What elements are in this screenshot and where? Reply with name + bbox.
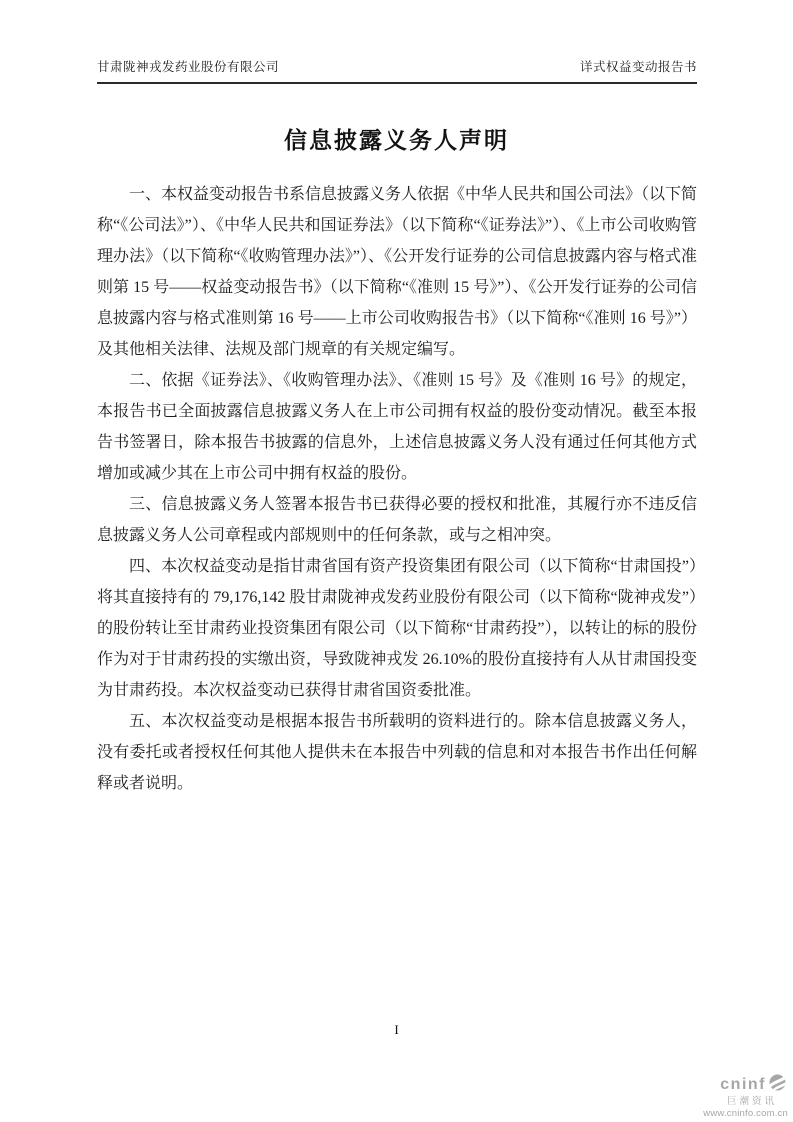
page-header [97, 57, 697, 84]
cninfo-swirl-icon [768, 1074, 787, 1095]
page-title: 信息披露义务人声明 [284, 128, 509, 154]
paragraph-1: 一、本权益变动报告书系信息披露义务人依据《中华人民共和国公司法》（以下简称“《公司法》”）、《中华人民共和国证券法》（以下简称“《证券法》”）、《上市公司收购管理办法》（以下简称“《收购管理办法》”）、《公开发行证券的公司信息披露内容与格式准则第 15 号——权益变动报告书》（以下简称“《准则 15 号》”）、《公开发行证券的公司信息披露内容与格式准则第 16 号——上市公司收购报告书》（以下简称“《准则 16 号》”）及其他相关法律、法规及部门规章的有关规定编写。 [97, 186, 698, 358]
header-company-name: 甘肃陇神戎发药业股份有限公司 [97, 60, 280, 74]
header-report-type: 详式权益变动报告书 [579, 60, 697, 74]
paragraph-3: 三、信息披露义务人签署本报告书已获得必要的授权和批准，其履行亦不违反信息披露义务人公司章程或内部规则中的任何条款，或与之相冲突。 [97, 496, 697, 544]
cninfo-logo [671, 1074, 789, 1118]
paragraph-2: 二、依据《证券法》、《收购管理办法》、《准则 15 号》及《准则 16 号》的规定，本报告书已全面披露信息披露义务人在上市公司拥有权益的股份变动情况。截至本报告书签署日，除本报告书披露的信息外，上述信息披露义务人没有通过任何其他方式增加或减少其在上市公司中拥有权益的股份。 [97, 372, 697, 482]
cninfo-brand-text: cninf [720, 1075, 766, 1093]
paragraph-5: 五、本次权益变动是根据本报告书所载明的资料进行的。除本信息披露义务人，没有委托或者授权任何其他人提供未在本报告中列载的信息和对本报告书作出任何解释或者说明。 [97, 713, 697, 792]
cninfo-brand-row [671, 1074, 789, 1095]
declaration-body [97, 179, 697, 799]
cninfo-url: www.cninfo.com.cn [703, 1107, 788, 1119]
paragraph-4: 四、本次权益变动是指甘肃省国有资产投资集团有限公司（以下简称“甘肃国投”）将其直接持有的 79,176,142 股甘肃陇神戎发药业股份有限公司（以下简称“陇神戎发”）的股份转让至甘肃药业投资集团有限公司（以下简称“甘肃药投”），以转让的标的股份作为对于甘肃药投的实缴出资，导致陇神戎发 26.10%的股份直接持有人从甘肃国投变为甘肃药投。本次权益变动已获得甘肃省国资委批准。 [97, 558, 697, 699]
page-number: I [394, 1022, 399, 1037]
cninfo-chinese-name: 巨潮资讯 [726, 1096, 777, 1107]
